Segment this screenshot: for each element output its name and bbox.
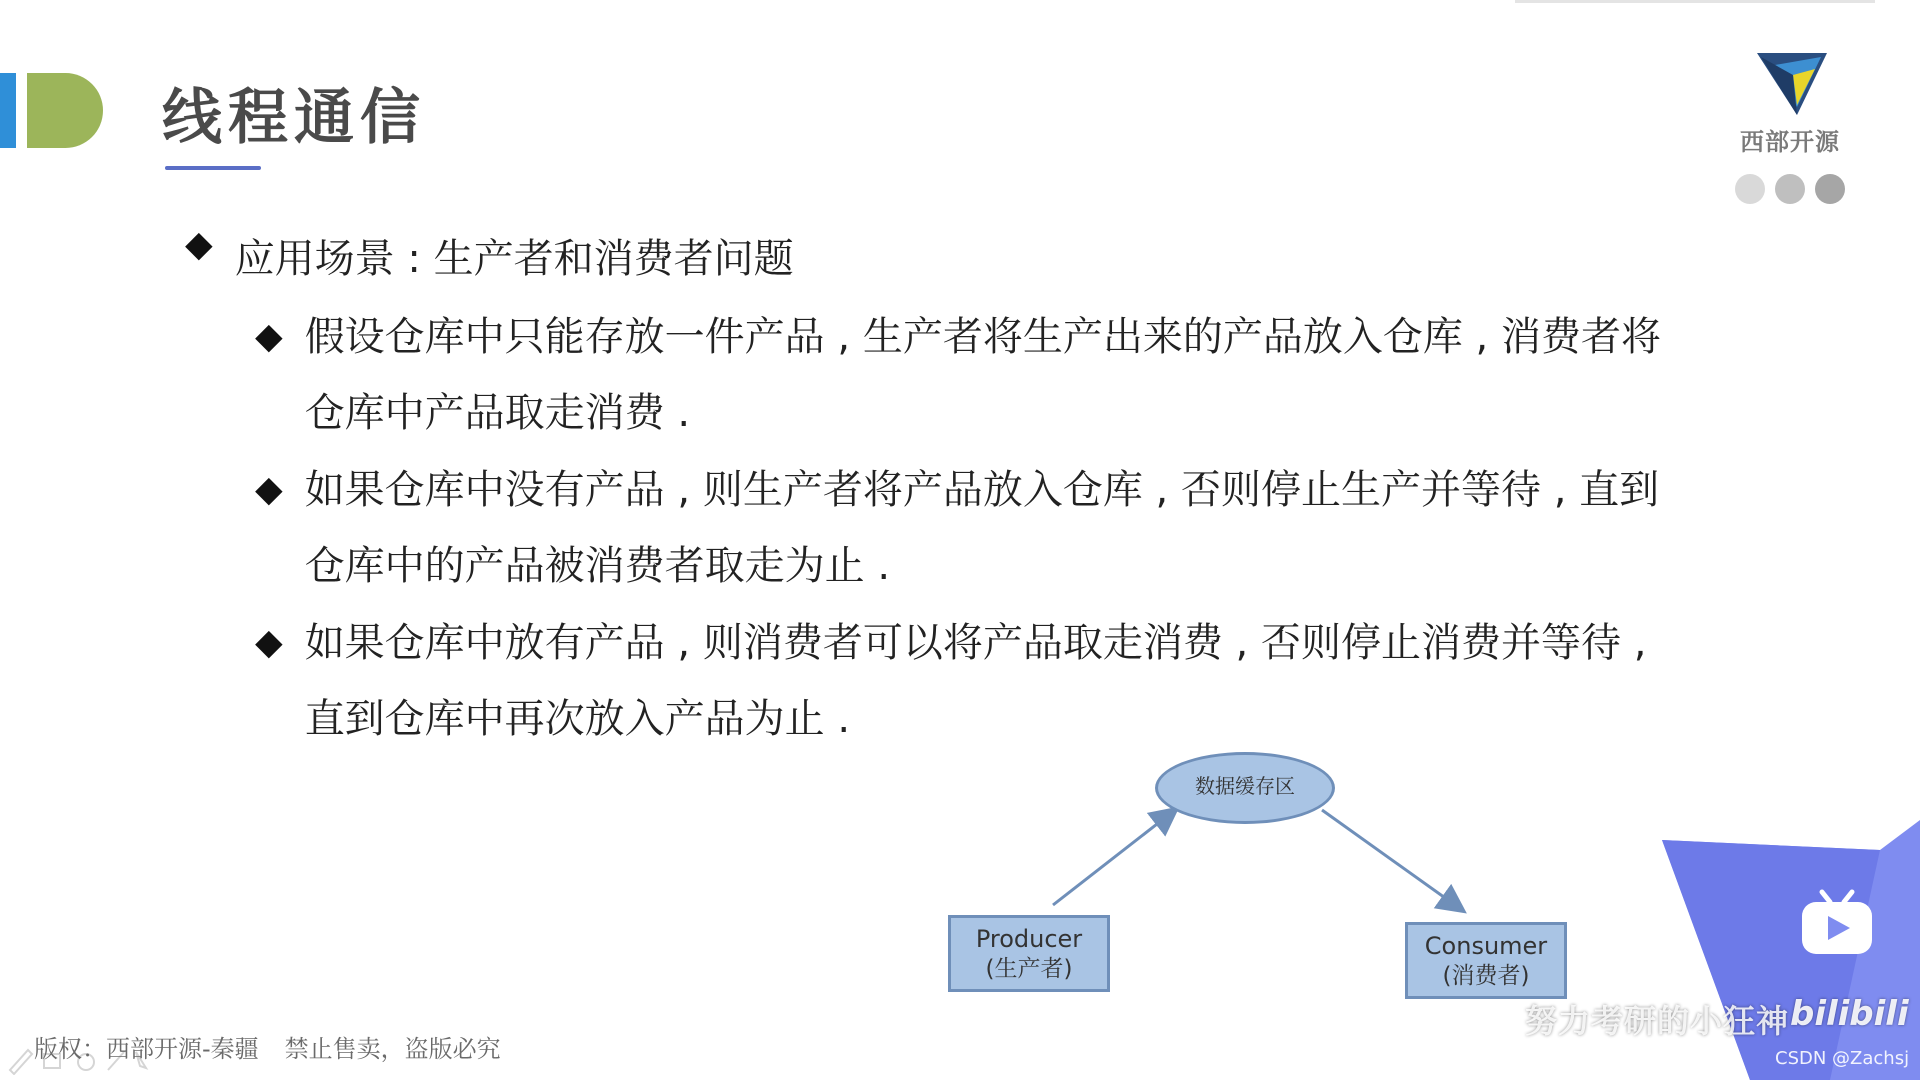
bullet-text: 应用场景 : 生产者和消费者问题 (234, 236, 794, 282)
slide-dot-2[interactable] (1775, 174, 1805, 204)
bilibili-tv-icon[interactable] (1800, 888, 1874, 956)
title-underline (165, 166, 261, 170)
bullet-level1 (185, 222, 794, 296)
diamond-bullet-icon: ◆ (255, 622, 283, 663)
title-accent-bar (0, 73, 16, 148)
bullet-level2 (255, 452, 1675, 604)
slide-dot-3[interactable] (1815, 174, 1845, 204)
copyright-text: 版权：西部开源-秦疆 (34, 1035, 259, 1063)
page-title: 线程通信 (162, 83, 426, 153)
buffer-node: 数据缓存区 (1155, 752, 1335, 824)
uploader-watermark: 努力考研的小狂神 (1525, 1002, 1790, 1040)
bullet-level2 (255, 299, 1675, 451)
notice-text: 禁止售卖，盗版必究 (284, 1035, 501, 1063)
slide-dot-1[interactable] (1735, 174, 1765, 204)
csdn-credit: CSDN @Zachsj (1775, 1048, 1910, 1069)
bullet-level2 (255, 605, 1675, 757)
bullet-text: 如果仓库中没有产品 , 则生产者将产品放入仓库 , 否则停止生产并等待 , 直到仓库中的产品被消费者取走为止 . (304, 467, 1660, 589)
consumer-label: Consumer (1424, 932, 1548, 960)
diamond-bullet-icon: ◆ (255, 316, 283, 357)
producer-node (948, 915, 1110, 992)
producer-to-buffer-arrow (1053, 810, 1175, 905)
logo-text: 西部开源 (1740, 128, 1840, 156)
producer-sublabel: (生产者) (985, 956, 1073, 982)
producer-label: Producer (975, 925, 1083, 953)
diamond-bullet-icon: ◆ (255, 469, 283, 510)
producer-consumer-diagram (930, 740, 1590, 1010)
copyright-footer (34, 1029, 501, 1064)
buffer-to-consumer-arrow (1322, 810, 1462, 910)
top-edge-strip (1515, 0, 1875, 3)
consumer-node (1405, 922, 1567, 999)
bullet-text: 如果仓库中放有产品 , 则消费者可以将产品取走消费 , 否则停止消费并等待 , 直到仓库中再次放入产品为止 . (304, 620, 1647, 742)
title-accent-block (27, 73, 103, 148)
consumer-sublabel: (消费者) (1442, 963, 1530, 989)
bilibili-logo-text: bilibili (1790, 994, 1909, 1034)
bullet-text: 假设仓库中只能存放一件产品 , 生产者将生产出来的产品放入仓库 , 消费者将仓库中产品取走消费 . (304, 314, 1661, 436)
diamond-bullet-icon: ◆ (185, 224, 213, 265)
